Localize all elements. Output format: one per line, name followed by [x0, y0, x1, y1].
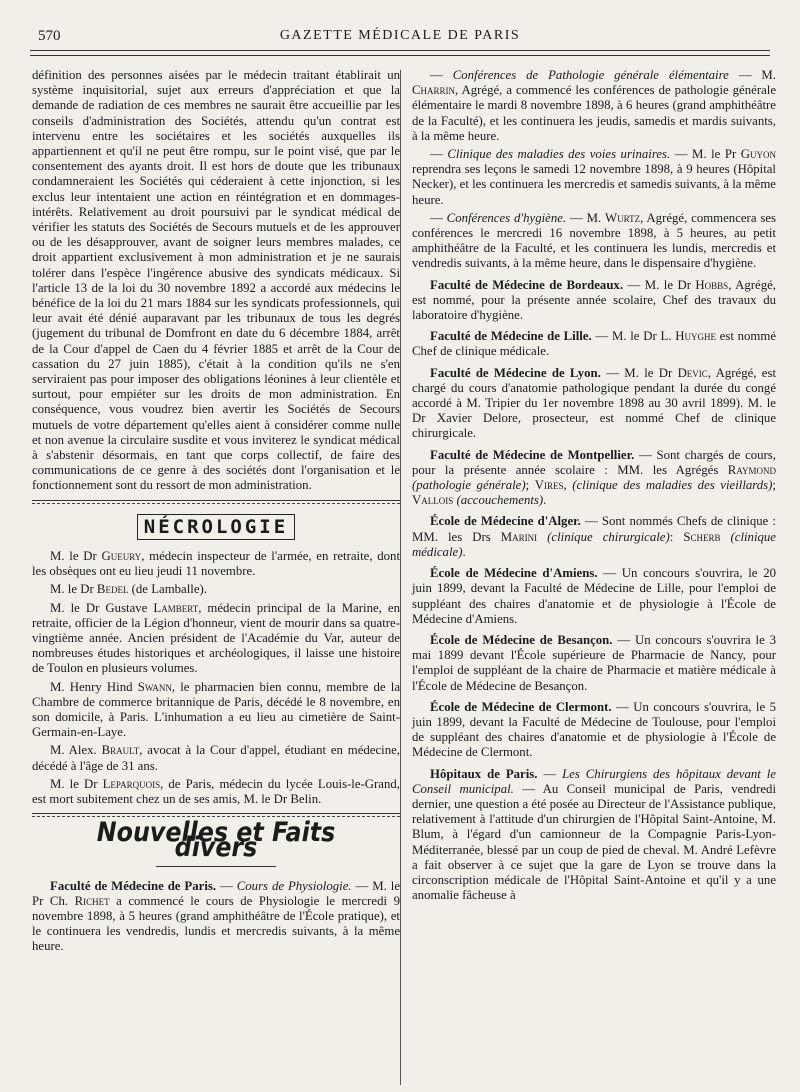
- entry-text: est nommé Chef de clinique médicale.: [412, 329, 776, 359]
- necro-entry: [32, 549, 400, 579]
- nouvelles-heading: Nouvelles et Faits divers: [96, 817, 336, 864]
- necro-text: (de Lamballe).: [128, 582, 207, 597]
- article-continuation: définition des personnes aisées par le médecin traitant établirait un système inquisitorial, sujet aux erreurs d'appréciation et que la demande de radiation de ces membres ne saurait être accueillie par les conseils d'administration des Sociétés, attendu qu'un contrat est intervenu entre les sociétaires et les sociétés auxquelles ils appartiennent et qu'il ne peut être rompu, sur le point visé, que par le consentement des ayants droit. Il est hors de doute que les tribunaux condamneraient les Sociétés qui céderaient à cette injonction, si les exclus leur intentaient une action en réintégration et en dommages-intérêts. Relativement au droit poursuivi par le syndicat médical de vérifier les statuts des Sociétés de Secours mutuels et de les approuver ou de les désapprouver, avant de soigner leurs membres malades, ce droit appartient exclusivement à mon administration et je ne saurais tolérer dans l'espèce l'ingérence abusive des syndicats médicaux. Si l'article 13 de la loi du 30 novembre 1892 a accordé aux médecins le bénéfice de la loi du 21 mars 1884 sur les syndicats professionnels, qui leur avait été dénié auparavant par les tribunaux de tous les degrés (jugement du tribunal de Domfront en date du 6 décembre 1884, arrêt de la Cour d'appel de Caen du 4 février 1885 et arrêt de la Cour de cassation du 27 juin 1885), c'était à la condition qu'ils ne s'en serviraient pas pour imposer des obligations léonines à leur clientèle et surtout, pour empiéter sur les droits de mon administration. En conséquence, vous voudrez bien avertir les Sociétés de Secours mutuels de votre département qu'elles aient à considérer comme nulle et non avenue la circulaire susdite et vous inviterez le syndicat médical à s'abstenir désormais, en tant que corps collectif, de faire des communications de ce genre à des sociétés dont l'organisation et le fonctionnement sont du ressort de mon administration.: [32, 68, 400, 493]
- entry-text: — Un concours s'ouvrira, le 20 juin 1899, devant la Faculté de Médecine de Lille, pour l'emploi de suppléant des chaires d'anatomie et de physiologie à l'École de Médecine d'Amiens.: [412, 566, 776, 626]
- conf-patho-entry: — Conférences de Pathologie générale élémentaire — M. Charrin, Agrégé, a commencé les conférences de pathologie générale élémentaire le mardi 8 novembre 1898, à 6 heures (grand amphithéâtre de la Faculté), et les continuera les jeudis, samedis et mardis suivants, à la même heure.: [412, 68, 776, 143]
- entry-name: Hobbs: [695, 277, 729, 292]
- necro-entry: [32, 743, 400, 773]
- lille-entry: Faculté de Médecine de Lille. — M. le Dr L. Huyghe est nommé Chef de clinique médicale.: [412, 329, 776, 359]
- page-header: [0, 0, 800, 60]
- entry-text: — Sont nommés Chefs de clinique : MM. les Drs: [412, 514, 776, 544]
- entry-title: Faculté de Médecine de Lille.: [430, 329, 592, 344]
- entry-course: (pathologie générale): [412, 478, 526, 493]
- clinique-entry: — Clinique des maladies des voies urinaires. — M. le Pr Guyon reprendra ses leçons le samedi 12 novembre 1898, à 9 heures (Hôpital Necker), et les continuera les mercredis et samedis suivants, à la même heure.: [412, 147, 776, 207]
- necro-entry: [32, 601, 400, 677]
- entry-subtitle: Les Chirurgiens des hôpitaux devant le Conseil municipal.: [412, 766, 776, 796]
- necrologie-heading: [32, 515, 400, 538]
- entry-course: (clinique des maladies des vieillards): [572, 478, 773, 493]
- necro-prefix: M. le Dr: [50, 548, 102, 563]
- column-divider: [400, 70, 401, 1085]
- entry-text: — Sont chargés de cours, pour la présente année scolaire : MM. les Agrégés: [412, 447, 776, 477]
- bordeaux-entry: Faculté de Médecine de Bordeaux. — M. le Dr Hobbs, Agrégé, est nommé, pour la présente année scolaire, Chef des travaux du laboratoire d'hygiène.: [412, 277, 776, 323]
- necro-prefix: M. le Dr: [50, 582, 97, 597]
- header-rule: [30, 50, 770, 51]
- necro-entry: [32, 582, 400, 597]
- besancon-entry: [412, 633, 776, 694]
- entry-title: École de Médecine de Besançon.: [430, 632, 613, 647]
- entry-name: Guyon: [740, 147, 776, 162]
- entry-title: École de Médecine d'Alger.: [430, 514, 581, 529]
- necro-entry: [32, 680, 400, 741]
- right-column: [412, 68, 776, 906]
- necro-text: , médecin inspecteur de l'armée, en retraite, dont les obsèques ont eu lieu jeudi 11 novembre.: [32, 548, 400, 579]
- montpellier-entry: Faculté de Médecine de Montpellier. — Sont chargés de cours, pour la présente année scolaire : MM. les Agrégés Raymond (pathologie générale); Vires, (clinique des maladies des vieillards); Vallois (accouchements).: [412, 447, 776, 508]
- fac-paris-entry: Faculté de Médecine de Paris. — Cours de Physiologie. — M. le Pr Ch. Richet a commencé le cours de Physiologie le mercredi 9 novembre 1898, à 5 heures (grand amphithéâtre de l'École pratique), et le continuera les vendredis, lundis et mercredis suivants, à la même heure.: [32, 878, 401, 954]
- entry-name: Devic: [677, 365, 708, 380]
- hygiene-entry: — Conférences d'hygiène. — M. Wurtz, Agrégé, commencera ses conférences le mercredi 16 novembre 1898, à 5 heures, au petit amphithéâtre de la Faculté, et les continuera les lundis, mercredis et vendredis suivants, à la même heure, dans le dispensaire d'hygiène.: [412, 210, 776, 271]
- entry-title: Faculté de Médecine de Lyon.: [430, 365, 601, 380]
- entry-text: , Agrégé, est nommé, pour la présente année scolaire, Chef des travaux du laboratoire d'hygiène.: [412, 277, 776, 323]
- entry-name: L. Huyghe: [660, 329, 716, 344]
- entry-subtitle: Cours de Physiologie.: [236, 878, 352, 893]
- clermont-entry: [412, 700, 776, 761]
- entry-course: (clinique médicale): [412, 529, 776, 559]
- entry-text: — Au Conseil municipal de Paris, vendredi dernier, une question a été posée au Directeur de l'Assistance publique, relativement à l'attitude d'un chirurgien de l'Hôpital Saint-Antoine, M. Blum, à l'égard d'un camionneur de la Compagnie Paris-Lyon-Méditerranée, blessé par un coup de pied de cheval. M. André Lefèvre a fait observer à ce sujet que la gare de Lyon se trouve dans la circonscription médicale de l'Hôpital Saint-Antoine et qu'il y a une anomalie fâcheuse à: [412, 781, 776, 903]
- section-rule-dashed: [32, 503, 400, 504]
- necrologie-title: NÉCROLOGIE: [137, 514, 295, 540]
- entry-title: Conférences d'hygiène.: [446, 210, 567, 225]
- entry-title: Hôpitaux de Paris.: [430, 766, 538, 781]
- entry-name: Raymond: [727, 462, 776, 477]
- necro-prefix: M. le Dr: [50, 776, 103, 791]
- necro-name: Brault: [101, 743, 140, 758]
- entry-text: , Agrégé, a commencé les conférences de pathologie générale élémentaire le mardi 8 novembre 1898, à 6 heures (grand amphithéâtre de la Faculté), et les continuera les jeudis, samedis et mardis suivants, à la même heure.: [412, 83, 776, 143]
- entry-name: Marini: [500, 529, 538, 544]
- necro-prefix: M. Henry Hind: [50, 679, 138, 694]
- entry-name: Richet: [74, 893, 110, 908]
- amiens-entry: [412, 566, 776, 627]
- entry-text: — Un concours s'ouvrira, le 5 juin 1899, devant la Faculté de Médecine de Toulouse, pour l'emploi de suppléant des chaires d'anatomie et de physiologie à l'École de Médecine de Clermont.: [412, 699, 776, 760]
- lyon-entry: Faculté de Médecine de Lyon. — M. le Dr Devic, Agrégé, est chargé du cours d'anatomie pathologique pendant la durée du congé accordé à M. Tripier du 1er novembre 1898 au 30 avril 1899). M. le Dr Xavier Delore, prosecteur, est nommé Chef de clinique chirurgicale.: [412, 365, 777, 441]
- necro-prefix: M. le Dr Gustave: [50, 600, 154, 615]
- entry-text: — Un concours s'ouvrira le 3 mai 1899 devant l'École supérieure de Pharmacie de Nancy, pour l'emploi de suppléant de la chaire de Pharmacie et matière médicale à l'École de Médecine de Besançon.: [412, 632, 777, 693]
- necro-name: Lambert: [153, 600, 199, 615]
- left-column: [32, 68, 400, 958]
- necro-name: Leparquois: [102, 776, 161, 791]
- entry-title: Faculté de Médecine de Montpellier.: [430, 447, 635, 462]
- alger-entry: École de Médecine d'Alger. — Sont nommés Chefs de clinique : MM. les Drs Marini (clinique chirurgicale): Scherb (clinique médicale).: [412, 514, 776, 559]
- entry-title: Faculté de Médecine de Paris.: [50, 878, 217, 893]
- entry-title: École de Médecine de Clermont.: [430, 699, 612, 714]
- entry-text: , Agrégé, est chargé du cours d'anatomie pathologique pendant la durée du congé accordé à M. Tripier du 1er novembre 1898 au 30 avril 1899). M. le Dr Xavier Delore, prosecteur, est nommé Chef de clinique chirurgicale.: [412, 365, 777, 441]
- entry-name: Wurtz: [605, 210, 641, 225]
- necro-name: Gueury: [101, 548, 142, 563]
- necro-text: , médecin principal de la Marine, en retraite, officier de la Légion d'honneur, vient de mourir dans sa quatre-vingtième année. Ancien président de l'Académie du Var, auteur de nombreuses études historiques et archéologiques, il laisse une histoire de Toulon en plusieurs volumes.: [32, 600, 400, 676]
- journal-title: GAZETTE MÉDICALE DE PARIS: [279, 28, 521, 43]
- entry-prefix: — M. le Pr Ch.: [32, 878, 401, 908]
- necro-text: , avocat à la Cour d'appel, étudiant en médecine, décédé à l'âge de 31 ans.: [32, 743, 400, 773]
- entry-name: Vires: [534, 478, 564, 493]
- necro-name: Bedel: [96, 582, 129, 597]
- entry-name: Charrin: [412, 83, 456, 98]
- entry-title: Clinique des maladies des voies urinaires.: [447, 147, 671, 162]
- entry-text: , Agrégé, commencera ses conférences le mercredi 16 novembre 1898, à 5 heures, au petit amphithéâtre de la Faculté, et les continuera les lundis, mercredis et vendredis suivants, à la même heure, dans le dispensaire d'hygiène.: [412, 210, 776, 271]
- entry-text: a commencé le cours de Physiologie le mercredi 9 novembre 1898, à 5 heures (grand amphithéâtre de l'École pratique), et le continuera les vendredis, lundis et mercredis suivants, à la même heure.: [32, 893, 400, 954]
- necro-text: , de Paris, médecin du lycée Louis-le-Grand, est mort subitement chez un de ses amis, M. le Dr Belin.: [32, 776, 400, 806]
- necro-text: , le pharmacien bien connu, membre de la Chambre de commerce britannique de Paris, décédé le 8 novembre, en son domicile, à Paris. L'inhumation a eu lieu au cimetière de Saint-Germain-en-Laye.: [32, 679, 401, 740]
- header-rule-thin: [30, 55, 770, 56]
- necro-entry: [32, 777, 400, 807]
- page-number: 570: [38, 28, 61, 44]
- entry-course: (accouchements): [456, 493, 544, 508]
- entry-course: (clinique chirurgicale): [537, 529, 670, 544]
- nouvelles-underline: [156, 866, 276, 867]
- entry-text: reprendra ses leçons le samedi 12 novembre 1898, à 9 heures (Hôpital Necker), et les continuera les mercredis et samedis suivants, à la même heure.: [412, 162, 776, 207]
- entry-title: Faculté de Médecine de Bordeaux.: [430, 277, 624, 292]
- necro-prefix: M. Alex.: [50, 743, 102, 758]
- entry-name: Vallois: [412, 493, 454, 508]
- section-rule: [32, 813, 400, 814]
- entry-title: Conférences de Pathologie générale élémentaire: [452, 68, 729, 82]
- hopitaux-entry: Hôpitaux de Paris. — Les Chirurgiens des hôpitaux devant le Conseil municipal. — Au Conseil municipal de Paris, vendredi dernier, une question a été posée au Directeur de l'Assistance publique, relativement à l'attitude d'un chirurgien de l'Hôpital Saint-Antoine, M. Blum, à l'égard d'un camionneur de la Compagnie Paris-Lyon-Méditerranée, blessé par un coup de pied de cheval. M. André Lefèvre a fait observer à ce sujet que la gare de Lyon se trouve dans la circonscription médicale de l'Hôpital Saint-Antoine et qu'il y a une anomalie fâcheuse à: [412, 766, 776, 903]
- entry-name: Scherb: [683, 529, 721, 544]
- section-rule: [32, 500, 400, 501]
- necrologie-list: [32, 549, 400, 807]
- necro-name: Swann: [137, 679, 172, 694]
- entry-title: École de Médecine d'Amiens.: [430, 566, 598, 581]
